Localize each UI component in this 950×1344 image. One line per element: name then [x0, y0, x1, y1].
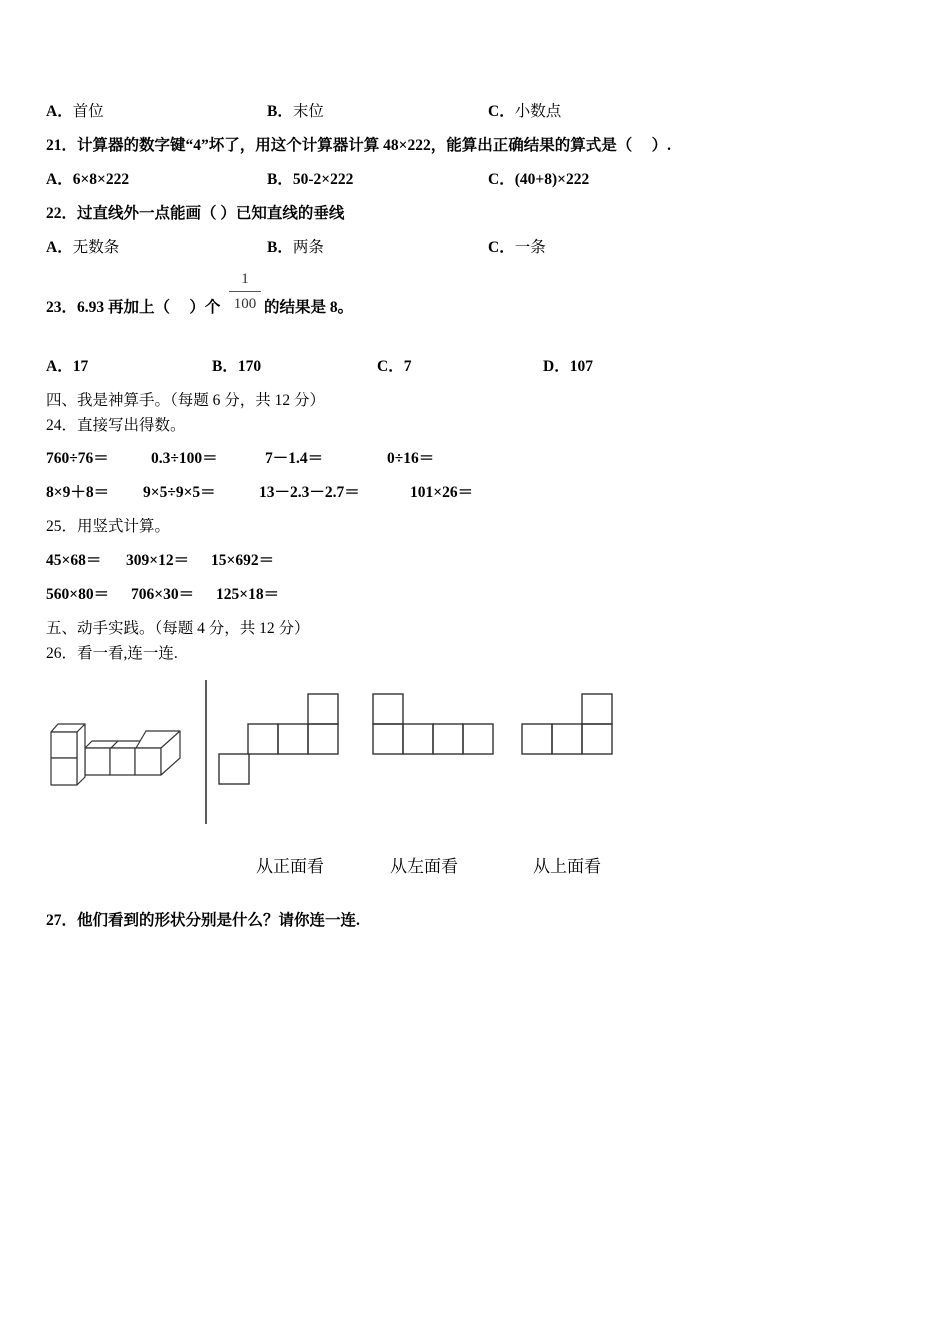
q24-expr: 0÷16＝: [387, 450, 435, 467]
q21-option-b: B．50-2×222: [267, 171, 354, 188]
q24-expr: 760÷76＝: [46, 450, 109, 467]
q26-text: 26．看一看,连一连.: [46, 645, 178, 662]
q20-option-c: C．小数点: [488, 103, 562, 120]
fraction-numerator: 1: [241, 271, 249, 287]
section4-heading: 四、我是神算手。（每题 6 分，共 12 分）: [46, 392, 326, 409]
q23-text-before: 23．6.93 再加上（ ）个: [46, 299, 221, 316]
q25-expr: 15×692＝: [211, 552, 275, 569]
view-shape-3: [521, 693, 615, 757]
q25-expr: 45×68＝: [46, 552, 102, 569]
q24-expr: 8×9＋8＝: [46, 484, 110, 501]
q23-option-d: D．107: [543, 358, 593, 375]
q23-option-a: A．17: [46, 358, 89, 375]
q20-option-b: B．末位: [267, 103, 324, 120]
view-shape-2: [372, 693, 496, 757]
q20-option-a: A．首位: [46, 103, 104, 120]
q24-expr: 9×5÷9×5＝: [143, 484, 216, 501]
q22-option-b: B．两条: [267, 239, 324, 256]
q23-fraction: [229, 270, 261, 314]
figure-divider: [203, 680, 209, 826]
q27-text: 27．他们看到的形状分别是什么？请你连一连.: [46, 912, 360, 929]
q24-expr: 7－1.4＝: [265, 450, 324, 467]
fraction-bar: [229, 291, 261, 292]
cube-solid-figure: [44, 718, 189, 792]
q23-text-after: 的结果是 8。: [264, 299, 354, 316]
q24-expr: 101×26＝: [410, 484, 474, 501]
q25-expr: 125×18＝: [216, 586, 280, 603]
section5-heading: 五、动手实践。（每题 4 分，共 12 分）: [46, 620, 310, 637]
fraction-denominator: 100: [233, 296, 257, 312]
q25-expr: 706×30＝: [131, 586, 195, 603]
q23-option-b: B．170: [212, 358, 262, 375]
q21-text: 21．计算器的数字键“4”坏了，用这个计算器计算 48×222，能算出正确结果的算式是（ ）.: [46, 137, 671, 154]
view-shape-1: [218, 693, 340, 787]
q22-option-a: A．无数条: [46, 239, 120, 256]
q22-text: 22．过直线外一点能画（ ）已知直线的垂线: [46, 205, 345, 222]
q21-option-c: C．(40+8)×222: [488, 171, 590, 188]
q22-option-c: C．一条: [488, 239, 546, 256]
caption-left-view: 从左面看: [390, 857, 458, 877]
q24-text: 24．直接写出得数。: [46, 417, 186, 434]
q24-expr: 0.3÷100＝: [151, 450, 218, 467]
caption-top-view: 从上面看: [533, 857, 601, 877]
q21-option-a: A．6×8×222: [46, 171, 130, 188]
q25-text: 25．用竖式计算。: [46, 518, 171, 535]
q23-option-c: C．7: [377, 358, 412, 375]
q25-expr: 309×12＝: [126, 552, 190, 569]
q25-expr: 560×80＝: [46, 586, 110, 603]
caption-front-view: 从正面看: [256, 857, 324, 877]
q24-expr: 13－2.3－2.7＝: [259, 484, 360, 501]
